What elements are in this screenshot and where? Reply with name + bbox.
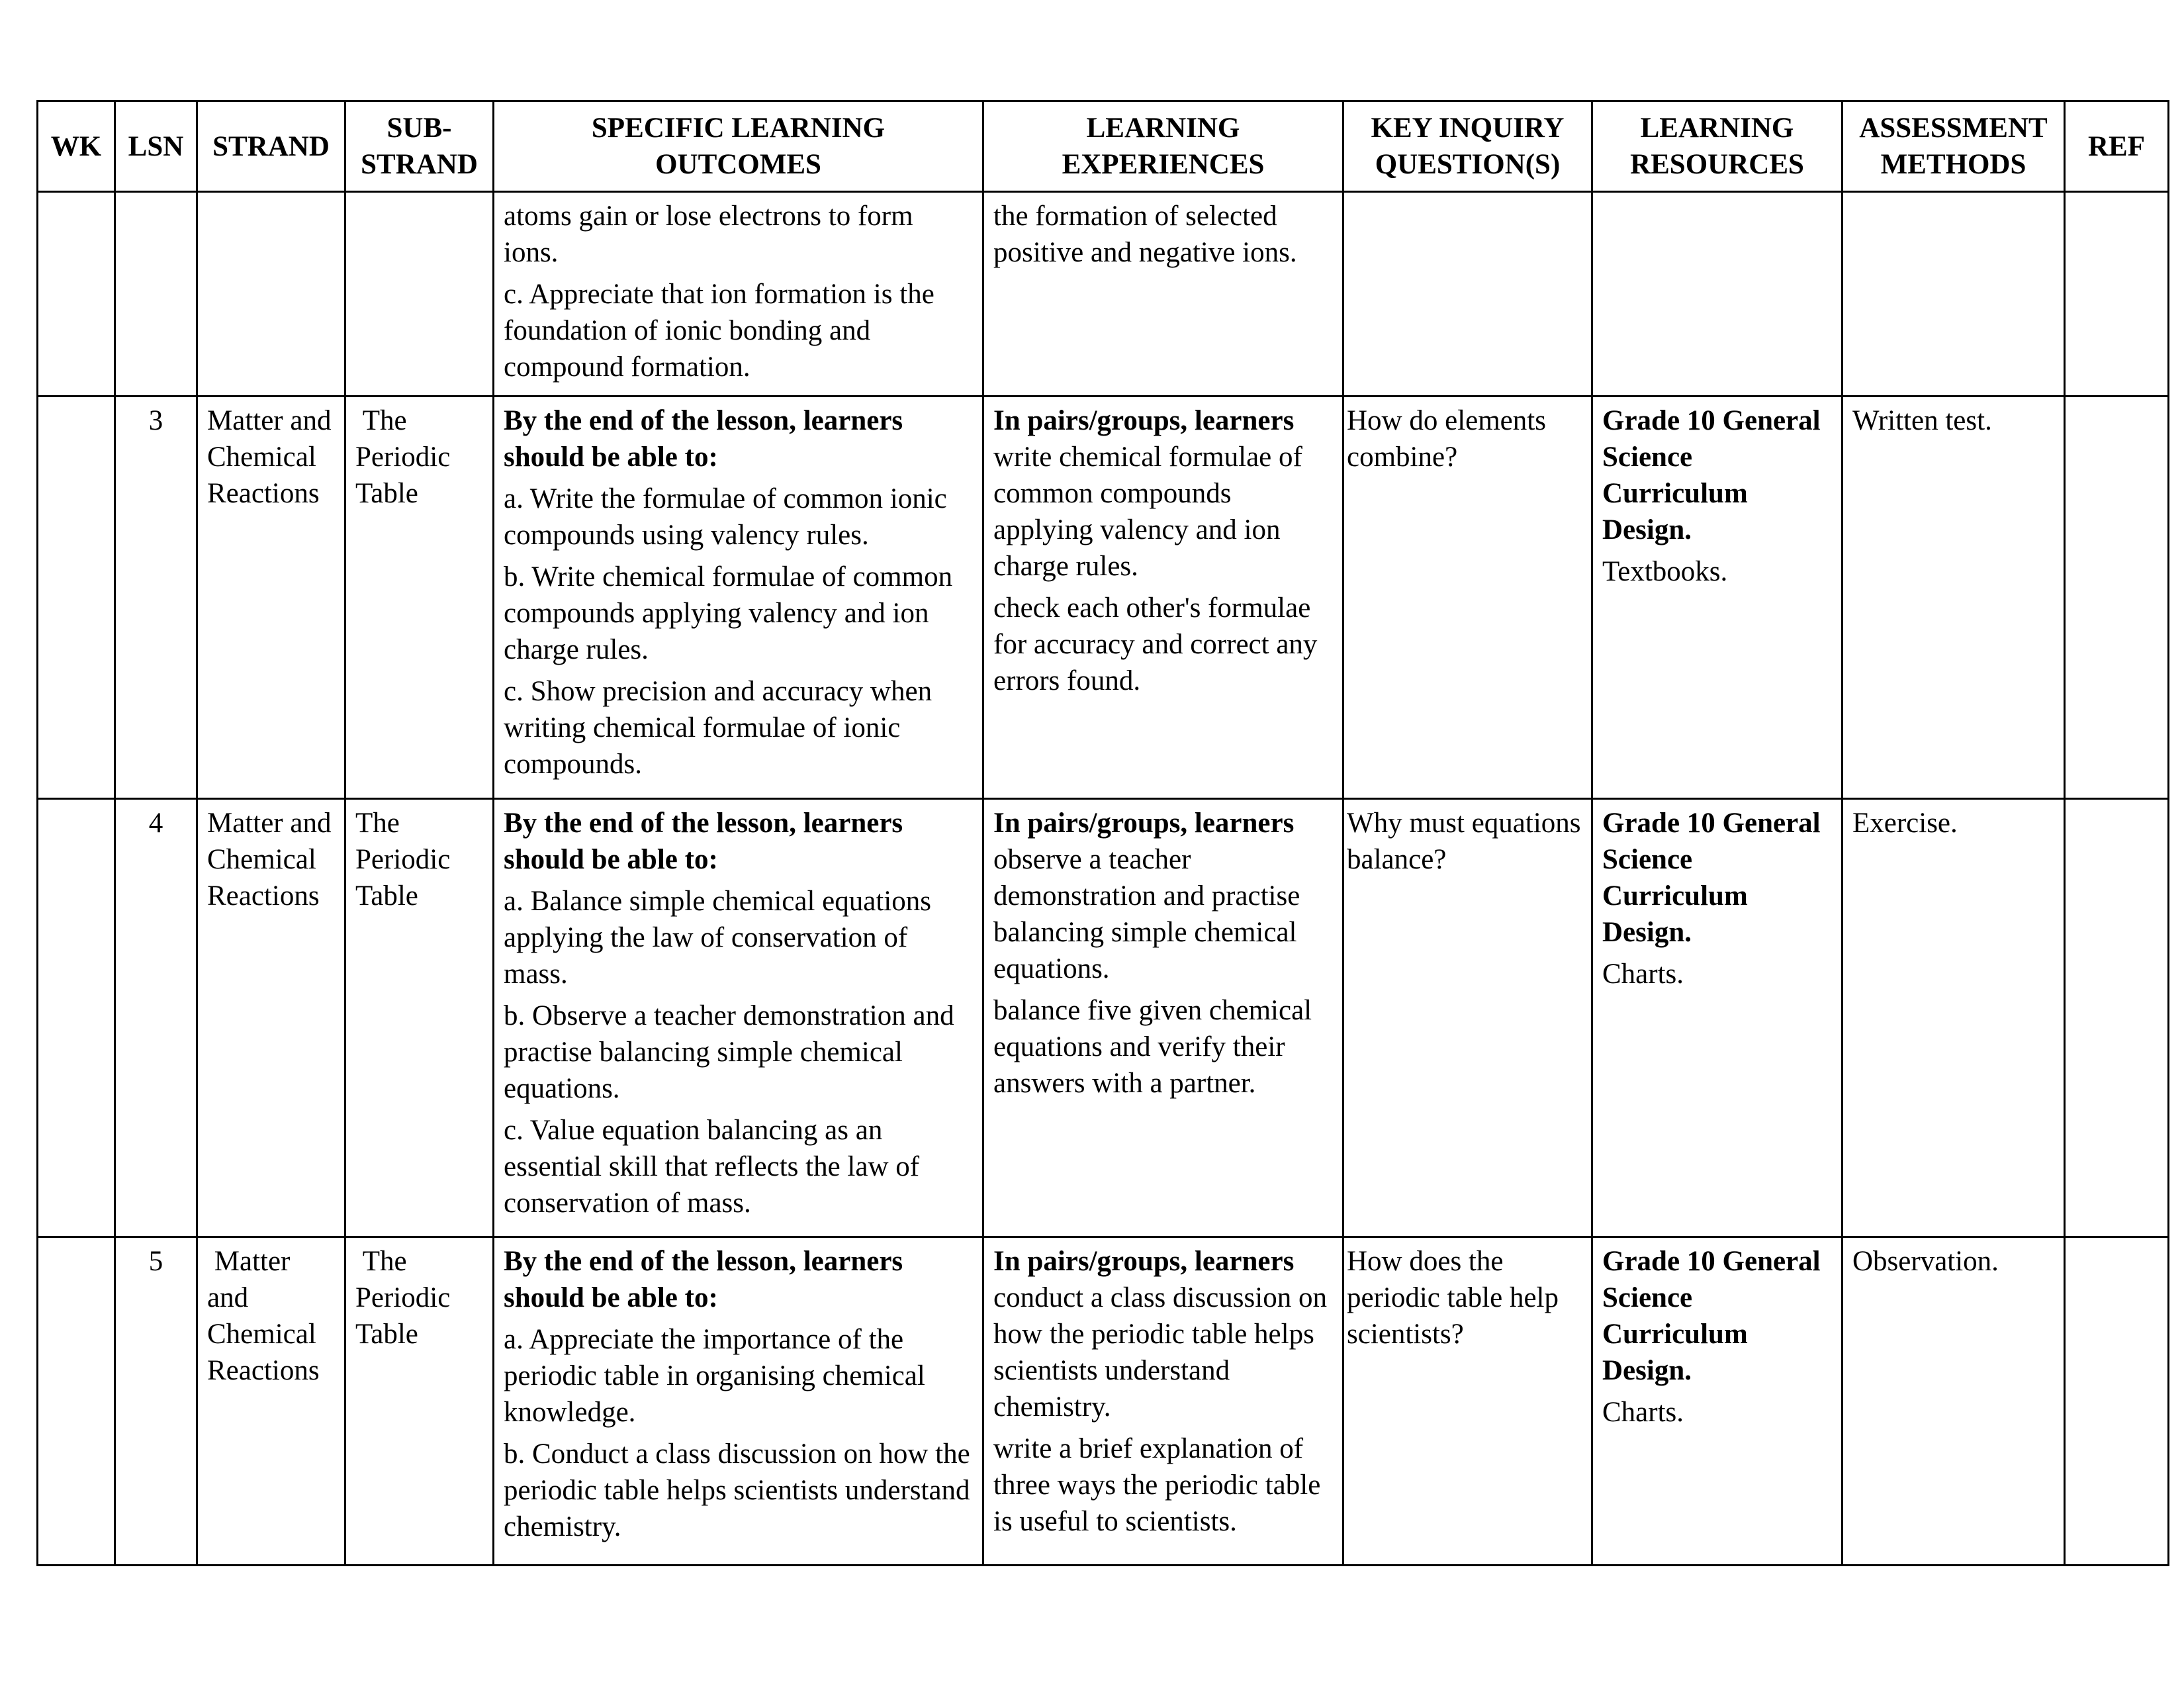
- cell-resources: [1592, 1237, 1843, 1566]
- cell-learning-outcomes: [494, 397, 983, 799]
- table-row: [38, 192, 2169, 397]
- header-lsn: LSN: [115, 101, 197, 192]
- table-row: [38, 1237, 2169, 1566]
- cell-strand: [197, 192, 345, 397]
- header-assessment-methods: ASSESSMENT METHODS: [1843, 101, 2065, 192]
- cell-strand: Matter and Chemical Reactions: [197, 799, 345, 1237]
- resource-extra: Charts.: [1602, 959, 1684, 990]
- header-wk: WK: [38, 101, 115, 192]
- cell-substrand: The Periodic Table: [345, 799, 494, 1237]
- outcome-item: atoms gain or lose electrons to form ions.: [504, 201, 913, 268]
- outcome-item: a. Appreciate the importance of the periodic table in organising chemical knowledge.: [504, 1324, 925, 1428]
- outcomes-intro: By the end of the lesson, learners should be able to:: [504, 1246, 903, 1313]
- cell-lsn: 4: [115, 799, 197, 1237]
- scheme-of-work-table: [36, 100, 2169, 1566]
- cell-learning-experiences: [983, 397, 1343, 799]
- cell-wk: [38, 1237, 115, 1566]
- outcome-item: a. Balance simple chemical equations applying the law of conservation of mass.: [504, 886, 931, 990]
- cell-assessment: Observation.: [1843, 1237, 2065, 1566]
- experience-item: observe a teacher demonstration and practise balancing simple chemical equations.: [993, 844, 1300, 984]
- cell-learning-outcomes: [494, 799, 983, 1237]
- cell-learning-experiences: [983, 799, 1343, 1237]
- cell-substrand: [345, 192, 494, 397]
- cell-lsn: 3: [115, 397, 197, 799]
- header-row: [38, 101, 2169, 192]
- outcome-item: a. Write the formulae of common ionic compounds using valency rules.: [504, 483, 947, 551]
- cell-key-inquiry: How do elements combine?: [1343, 397, 1592, 799]
- cell-learning-experiences: [983, 192, 1343, 397]
- header-substrand: SUB- STRAND: [345, 101, 494, 192]
- header-learning-resources: LEARNING RESOURCES: [1592, 101, 1843, 192]
- cell-wk: [38, 397, 115, 799]
- cell-strand: Matter and Chemical Reactions: [197, 1237, 345, 1566]
- cell-ref: [2065, 799, 2169, 1237]
- outcome-item: b. Conduct a class discussion on how the periodic table helps scientists understand chemistry.: [504, 1438, 970, 1542]
- cell-ref: [2065, 1237, 2169, 1566]
- experiences-intro: In pairs/groups, learners: [993, 808, 1295, 839]
- outcome-item: c. Show precision and accuracy when writing chemical formulae of ionic compounds.: [504, 676, 933, 780]
- cell-assessment: Written test.: [1843, 397, 2065, 799]
- experience-item: check each other's formulae for accuracy and correct any errors found.: [993, 592, 1318, 696]
- cell-key-inquiry: [1343, 192, 1592, 397]
- experience-item: the formation of selected positive and negative ions.: [993, 201, 1297, 268]
- header-learning-experiences: LEARNING EXPERIENCES: [983, 101, 1343, 192]
- experiences-intro: In pairs/groups, learners: [993, 1246, 1295, 1277]
- resource-curriculum-design: Grade 10 General Science Curriculum Design.: [1602, 1246, 1821, 1386]
- cell-strand: Matter and Chemical Reactions: [197, 397, 345, 799]
- cell-wk: [38, 799, 115, 1237]
- resource-curriculum-design: Grade 10 General Science Curriculum Design.: [1602, 405, 1821, 545]
- cell-learning-experiences: [983, 1237, 1343, 1566]
- cell-resources: [1592, 799, 1843, 1237]
- experience-item: write a brief explanation of three ways the periodic table is useful to scientists.: [993, 1433, 1321, 1537]
- cell-assessment: [1843, 192, 2065, 397]
- cell-resources: [1592, 192, 1843, 397]
- cell-ref: [2065, 397, 2169, 799]
- header-strand: STRAND: [197, 101, 345, 192]
- cell-key-inquiry: Why must equations balance?: [1343, 799, 1592, 1237]
- resource-extra: Textbooks.: [1602, 556, 1728, 587]
- header-key-inquiry-questions: KEY INQUIRY QUESTION(S): [1343, 101, 1592, 192]
- outcome-item: c. Appreciate that ion formation is the foundation of ionic bonding and compound formation.: [504, 279, 934, 383]
- experiences-intro: In pairs/groups, learners: [993, 405, 1295, 436]
- cell-wk: [38, 192, 115, 397]
- cell-learning-outcomes: [494, 192, 983, 397]
- outcome-item: b. Observe a teacher demonstration and practise balancing simple chemical equations.: [504, 1000, 954, 1104]
- outcome-item: b. Write chemical formulae of common compounds applying valency and ion charge rules.: [504, 561, 953, 665]
- experience-item: balance five given chemical equations and verify their answers with a partner.: [993, 995, 1312, 1099]
- resource-curriculum-design: Grade 10 General Science Curriculum Design.: [1602, 808, 1821, 948]
- cell-lsn: 5: [115, 1237, 197, 1566]
- cell-substrand: The Periodic Table: [345, 1237, 494, 1566]
- header-ref: REF: [2065, 101, 2169, 192]
- cell-substrand: The Periodic Table: [345, 397, 494, 799]
- header-specific-learning-outcomes: SPECIFIC LEARNING OUTCOMES: [494, 101, 983, 192]
- cell-key-inquiry: How does the periodic table help scientists?: [1343, 1237, 1592, 1566]
- cell-lsn: [115, 192, 197, 397]
- cell-resources: [1592, 397, 1843, 799]
- experience-item: write chemical formulae of common compounds applying valency and ion charge rules.: [993, 442, 1302, 582]
- experience-item: conduct a class discussion on how the periodic table helps scientists understand chemistry.: [993, 1282, 1327, 1423]
- outcome-item: c. Value equation balancing as an essential skill that reflects the law of conservation of mass.: [504, 1115, 920, 1219]
- outcomes-intro: By the end of the lesson, learners should be able to:: [504, 808, 903, 875]
- cell-ref: [2065, 192, 2169, 397]
- table-row: [38, 799, 2169, 1237]
- cell-assessment: Exercise.: [1843, 799, 2065, 1237]
- table-row: [38, 397, 2169, 799]
- outcomes-intro: By the end of the lesson, learners should be able to:: [504, 405, 903, 473]
- cell-learning-outcomes: [494, 1237, 983, 1566]
- resource-extra: Charts.: [1602, 1397, 1684, 1428]
